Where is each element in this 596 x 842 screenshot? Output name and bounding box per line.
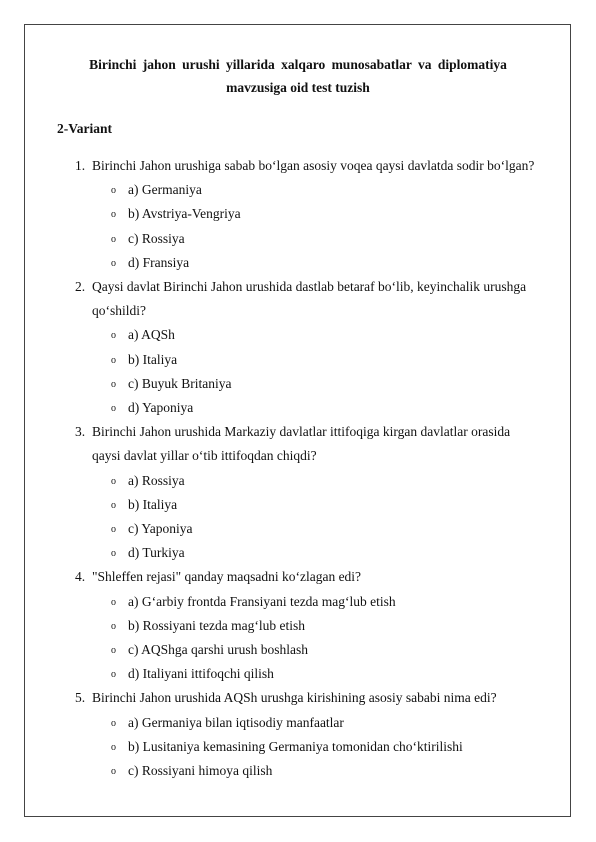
bullet-icon: o bbox=[111, 717, 116, 729]
bullet-icon: o bbox=[111, 741, 116, 753]
variant-heading: 2-Variant bbox=[57, 121, 113, 136]
bullet-icon: o bbox=[111, 499, 116, 511]
answer-option: b) Lusitaniya kemasining Germaniya tomonidan cho‘ktirilishi bbox=[128, 738, 463, 754]
answer-option: c) Yaponiya bbox=[128, 521, 193, 536]
bullet-icon: o bbox=[111, 185, 116, 197]
answer-option: c) AQShga qarshi urush boshlash bbox=[128, 642, 308, 657]
question-text: "Shleffen rejasi" qanday maqsadni ko‘zlagan edi? bbox=[92, 569, 362, 585]
question-number: 2. bbox=[75, 279, 86, 294]
answer-option: b) Rossiyani tezda mag‘lub etish bbox=[128, 617, 305, 633]
bullet-icon: o bbox=[111, 354, 116, 366]
question-number: 4. bbox=[75, 569, 86, 585]
bullet-icon: o bbox=[111, 645, 116, 656]
answer-option: b) Avstriya-Vengriya bbox=[128, 206, 241, 222]
answer-option: c) Buyuk Britaniya bbox=[128, 375, 232, 391]
answer-option: d) Italiyani ittifoqchi qilish bbox=[128, 666, 274, 682]
document-title-line-2: mavzusiga oid test tuzish bbox=[226, 80, 370, 95]
question-text: Qaysi davlat Birinchi Jahon urushida dastlab betaraf bo‘lib, keyinchalik urushga bbox=[92, 279, 527, 294]
answer-option: d) Turkiya bbox=[128, 545, 185, 561]
bullet-icon: o bbox=[111, 330, 116, 342]
question-text: qaysi davlat yillar o‘tib ittifoqdan chiqdi? bbox=[92, 448, 317, 464]
bullet-icon: o bbox=[111, 403, 116, 414]
answer-option: a) Germaniya bilan iqtisodiy manfaatlar bbox=[128, 714, 344, 730]
bullet-icon: o bbox=[111, 524, 116, 535]
bullet-icon: o bbox=[111, 257, 116, 269]
answer-option: a) Germaniya bbox=[128, 182, 202, 198]
answer-option: a) G‘arbiy frontda Fransiyani tezda mag‘lub etish bbox=[128, 593, 396, 609]
question-text: Birinchi Jahon urushida AQSh urushga kirishining asosiy sababi nima edi? bbox=[92, 690, 497, 706]
question-number: 3. bbox=[75, 424, 86, 440]
bullet-icon: o bbox=[111, 209, 116, 221]
answer-option: a) AQSh bbox=[128, 327, 175, 343]
answer-option: b) Italiya bbox=[128, 496, 178, 512]
question-text: Birinchi Jahon urushida Markaziy davlatlar ittifoqiga kirgan davlatlar orasida bbox=[92, 424, 511, 440]
document-title-line-1: Birinchi jahon urushi yillarida xalqaro munosabatlar va diplomatiya bbox=[89, 57, 507, 72]
bullet-icon: o bbox=[111, 620, 116, 632]
bullet-icon: o bbox=[111, 475, 116, 487]
answer-option: d) Yaponiya bbox=[128, 400, 194, 415]
answer-option: d) Fransiya bbox=[128, 254, 190, 270]
bullet-icon: o bbox=[111, 669, 116, 681]
question-text: Birinchi Jahon urushiga sabab bo‘lgan asosiy voqea qaysi davlatda sodir bo‘lgan? bbox=[92, 158, 535, 173]
bullet-icon: o bbox=[111, 548, 116, 560]
question-text: qo‘shildi? bbox=[92, 303, 146, 319]
question-number: 1. bbox=[75, 158, 86, 173]
question-number: 5. bbox=[75, 690, 86, 706]
answer-option: c) Rossiya bbox=[128, 230, 185, 246]
answer-option: a) Rossiya bbox=[128, 472, 185, 488]
answer-option: c) Rossiyani himoya qilish bbox=[128, 763, 273, 778]
bullet-icon: o bbox=[111, 596, 116, 608]
answer-option: b) Italiya bbox=[128, 351, 178, 367]
bullet-icon: o bbox=[111, 233, 116, 245]
bullet-icon: o bbox=[111, 378, 116, 390]
bullet-icon: o bbox=[111, 766, 116, 777]
